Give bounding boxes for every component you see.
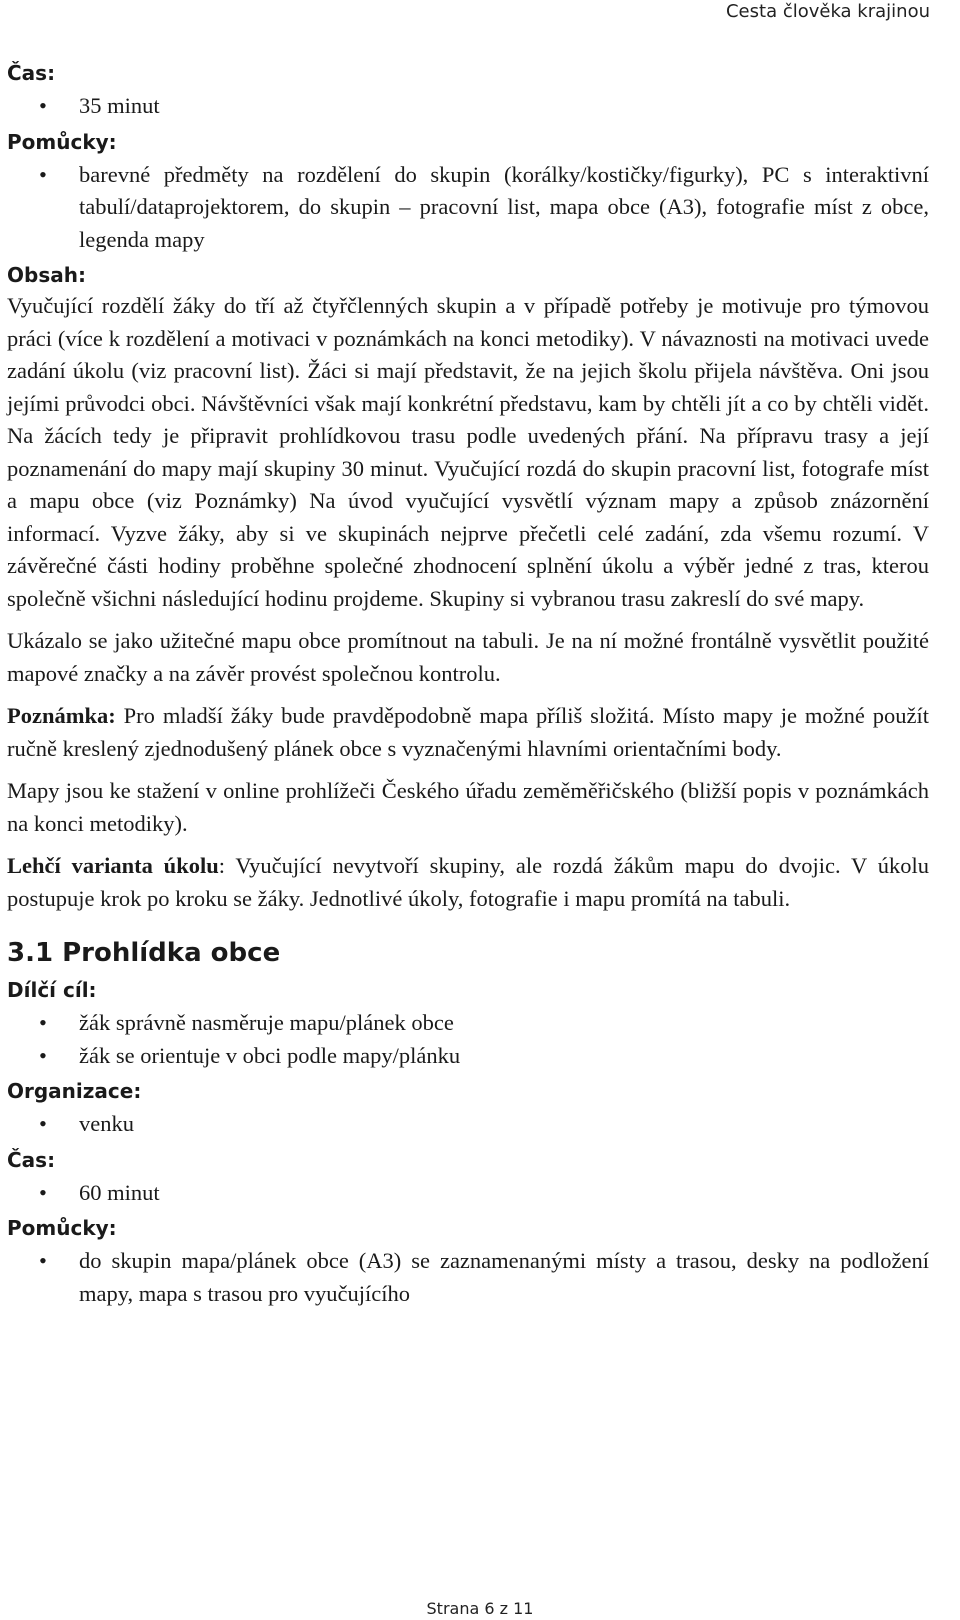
poznamka-text: Pro mladší žáky bude pravděpodobně mapa příliš složitá. Místo mapy je možné použít ručně kreslený zjednodušený plánek obce s vyznačenými hlavními orientačními body. — [7, 703, 929, 761]
pomucky-label-2: Pomůcky: — [7, 1216, 117, 1240]
lehci-varianta-lead: Lehčí varianta úkolu — [7, 853, 219, 878]
page-number: Strana 6 z 11 — [426, 1599, 534, 1618]
page-content — [7, 58, 929, 1314]
cas-label-2: Čas: — [7, 1147, 56, 1172]
pomucky-label: Pomůcky: — [7, 129, 117, 154]
list-item: • žák správně nasměruje mapu/plánek obce — [7, 1007, 929, 1040]
obsah-paragraph: Vyučující rozdělí žáky do tří až čtyřčlenných skupin a v případě potřeby je motivuje pro týmovou práci (více k rozdělení a motivaci v poznámkách na konci metodiky). V návaznosti na motivaci uvede zadání úkolu (viz pracovní list). Žáci si mají představit, že na jejich školu přijela návštěva. Oni jsou jejími průvodci obci. Návštěvníci však mají konkrétní představu, kam by chtěli jít a co by chtěli vidět. Na žácích tedy je připravit prohlídkovou trasu podle uvedených přání. Na přípravu trasy a její poznamenání do mapy mají skupiny 30 minut. Vyučující rozdá do skupin pracovní list, fotografe míst a mapu obce (viz Poznámky) Na úvod vyučující vysvětlí význam mapy a způsob znázornění informací. Vyzve žáky, aby si ve skupinách nejprve přečetli celé zadání, zda všemu rozumí. V závěrečné části hodiny proběhne společné zhodnocení splnění úkolu a výběr jedné z tras, kterou společně všichni následující hodinu projdeme. Skupiny si vybranou trasu zakreslí do své mapy. — [7, 293, 929, 611]
pomucky-list-2 — [7, 1245, 929, 1310]
dilci-cil-label: Dílčí cíl: — [7, 978, 97, 1002]
mapy-paragraph: Mapy jsou ke stažení v online prohlížeči Českého úřadu zeměměřičského (bližší popis v poznámkách na konci metodiky). — [7, 778, 929, 836]
lehci-varianta-text: : Vyučující nevytvoří skupiny, ale rozdá žákům mapu do dvojic. V úkolu postupuje krok po kroku se žáky. Jednotlivé úkoly, fotografie i mapu promítá na tabuli. — [7, 853, 930, 911]
poznamka-lead: Poznámka: — [7, 703, 116, 728]
obsah-label: Obsah: — [7, 263, 86, 287]
pomucky-list — [7, 159, 929, 257]
section-heading: 3.1 Prohlídka obce — [7, 938, 281, 968]
organizace-list — [7, 1108, 929, 1141]
list-item: • barevné předměty na rozdělení do skupin (korálky/kostičky/figurky), PC s interaktivní tabulí/dataprojektorem, do skupin – pracovní list, mapa obce (A3), fotografie míst z obce, legenda mapy — [7, 159, 929, 257]
list-item: • 35 minut — [7, 90, 929, 123]
obsah-paragraph: Ukázalo se jako užitečné mapu obce promítnout na tabuli. Je na ní možné frontálně vysvětlit použité mapové značky a na závěr provést společnou kontrolu. — [7, 628, 929, 686]
running-header: Cesta člověka krajinou — [725, 1, 930, 22]
list-item: • do skupin mapa/plánek obce (A3) se zaznamenanými místy a trasou, desky na podložení mapy, mapa s trasou pro vyučujícího — [7, 1245, 929, 1310]
lehci-varianta-paragraph — [7, 850, 929, 915]
cas-list-2 — [7, 1177, 929, 1210]
poznamka-paragraph — [7, 700, 929, 765]
list-item: • žák se orientuje v obci podle mapy/plánku — [7, 1040, 929, 1073]
list-item: • 60 minut — [7, 1177, 929, 1210]
dilci-cil-list — [7, 1007, 929, 1072]
cas-list — [7, 90, 929, 123]
organizace-label: Organizace: — [7, 1079, 142, 1103]
list-item: • venku — [7, 1108, 929, 1141]
cas-label: Čas: — [7, 61, 56, 85]
